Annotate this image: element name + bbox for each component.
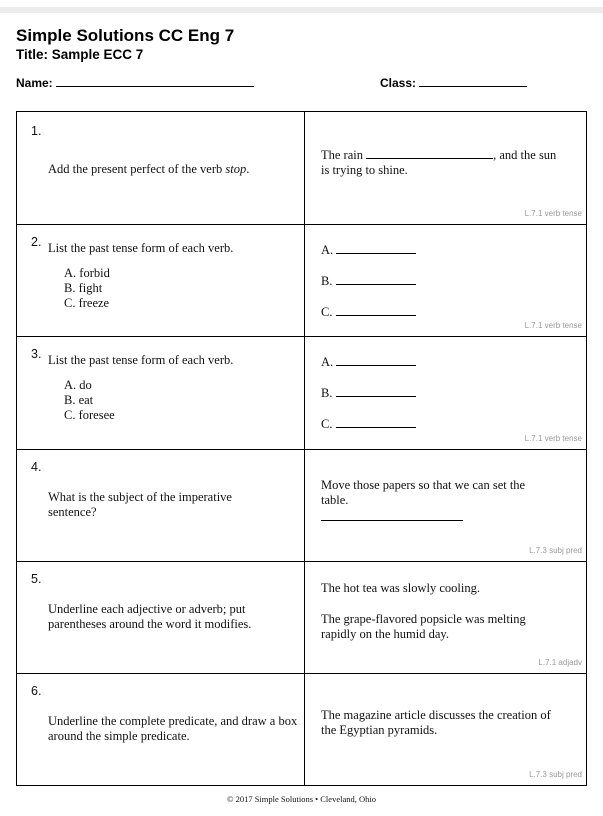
answer-cell xyxy=(305,674,586,785)
answer-blank[interactable] xyxy=(336,305,416,316)
answer-cell xyxy=(305,337,586,448)
answer-sentence: Move those papers so that we can set the table. xyxy=(321,477,526,507)
standard-code: L.7.1 verb tense xyxy=(524,321,582,331)
standard-code: L.7.3 subj pred xyxy=(529,770,582,780)
question-prompt: Add the present perfect of the verb stop. xyxy=(48,162,250,176)
sentence-2: The grape-flavored popsicle was melting rapidly on the humid day. xyxy=(321,611,526,641)
answer-line xyxy=(321,510,571,525)
question-row xyxy=(17,224,586,336)
option-c: C. foresee xyxy=(64,408,115,423)
verb-options xyxy=(64,266,110,311)
question-row xyxy=(17,112,586,224)
question-number: 4. xyxy=(31,459,42,474)
standard-code: L.7.3 subj pred xyxy=(529,545,582,555)
question-prompt: Underline the complete predicate, and draw a box around the simple predicate. xyxy=(48,714,298,744)
standard-code: L.7.1 adjadv xyxy=(538,658,582,668)
question-cell xyxy=(17,112,305,224)
answer-blank[interactable] xyxy=(336,417,416,428)
question-prompt: What is the subject of the imperative sentence? xyxy=(48,489,232,519)
question-row xyxy=(17,449,586,561)
top-bar xyxy=(0,7,603,13)
question-cell xyxy=(17,225,305,336)
question-number: 1. xyxy=(31,124,42,138)
name-row xyxy=(16,75,254,90)
answer-blank[interactable] xyxy=(321,510,463,521)
answer-line-b: B. xyxy=(321,386,571,401)
question-number: 6. xyxy=(31,684,42,699)
answer-cell xyxy=(305,112,586,224)
class-label: Class: xyxy=(380,76,417,90)
question-prompt: List the past tense form of each verb. xyxy=(48,353,234,368)
class-line[interactable] xyxy=(419,75,527,87)
question-row xyxy=(17,336,586,448)
copyright-footer: © 2017 Simple Solutions • Cleveland, Ohio xyxy=(227,794,376,804)
question-cell xyxy=(17,674,305,785)
question-cell xyxy=(17,337,305,448)
answer-blank[interactable] xyxy=(336,355,416,366)
question-cell xyxy=(17,450,305,561)
answer-line-c: C. xyxy=(321,417,571,432)
answer-blank[interactable] xyxy=(366,148,493,159)
question-row xyxy=(17,561,586,673)
class-row xyxy=(380,75,527,90)
option-b: B. fight xyxy=(64,281,103,295)
question-cell xyxy=(17,562,305,673)
worksheet-subtitle: Title: Sample ECC 7 xyxy=(16,47,144,62)
answer-cell xyxy=(305,450,586,561)
answer-sentence: The rain , and the sun is trying to shine. xyxy=(321,148,557,177)
question-row xyxy=(17,673,586,785)
question-grid xyxy=(16,111,587,786)
answer-cell xyxy=(305,225,586,336)
name-label: Name: xyxy=(16,76,53,90)
verb-stop: stop xyxy=(225,162,247,176)
option-a: A. do xyxy=(64,378,92,393)
answer-blank[interactable] xyxy=(336,274,416,285)
answer-blank[interactable] xyxy=(336,386,416,397)
question-number: 5. xyxy=(31,571,42,586)
verb-options xyxy=(64,378,115,423)
question-prompt: Underline each adjective or adverb; put parentheses around the word it modifies. xyxy=(48,601,252,631)
answer-line-b: B. xyxy=(321,274,571,289)
option-a: A. forbid xyxy=(64,266,110,280)
question-number: 2. xyxy=(31,235,42,249)
answer-line-c: C. xyxy=(321,305,571,320)
question-number: 3. xyxy=(31,347,42,362)
answer-cell xyxy=(305,562,586,673)
answer-sentence: The magazine article discusses the creation of the Egyptian pyramids. xyxy=(321,708,551,738)
standard-code: L.7.1 verb tense xyxy=(524,209,582,218)
sentence-1: The hot tea was slowly cooling. xyxy=(321,580,480,595)
worksheet-title: Simple Solutions CC Eng 7 xyxy=(16,26,235,45)
answer-line-a: A. xyxy=(321,243,571,258)
option-b: B. eat xyxy=(64,393,94,408)
answer-blank[interactable] xyxy=(336,243,416,254)
name-line[interactable] xyxy=(56,75,254,87)
question-prompt: List the past tense form of each verb. xyxy=(48,241,234,255)
option-c: C. freeze xyxy=(64,296,110,310)
answer-line-a: A. xyxy=(321,355,571,370)
standard-code: L.7.1 verb tense xyxy=(524,433,582,443)
